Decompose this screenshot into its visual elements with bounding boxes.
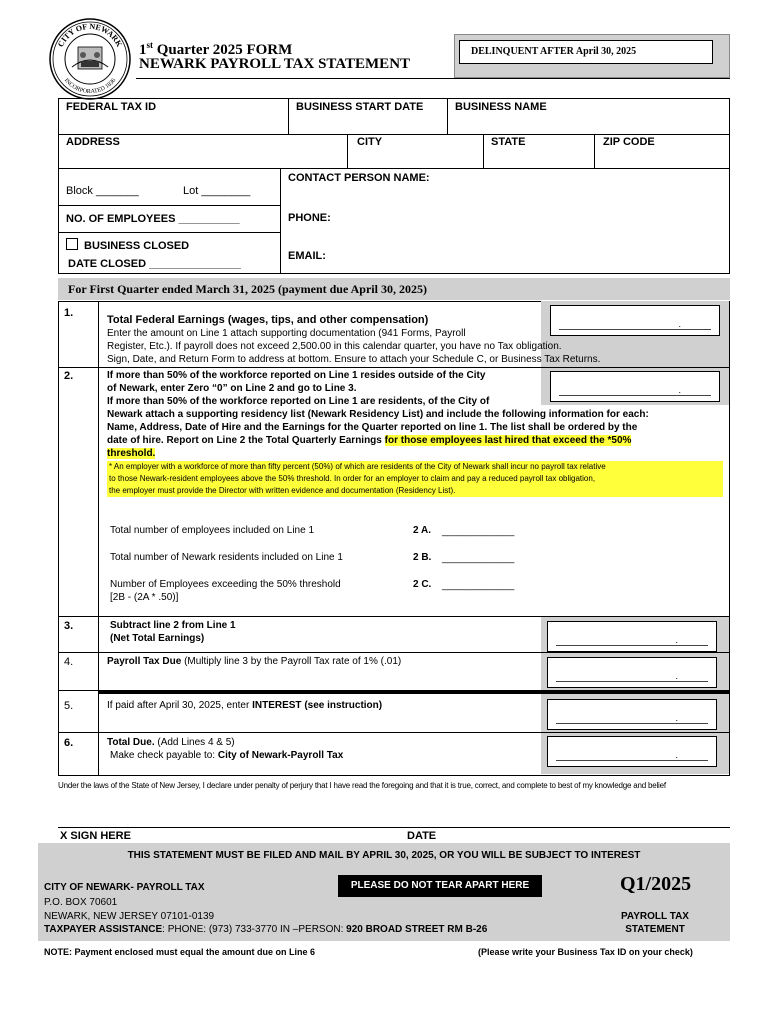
num-employees-field[interactable]: NO. OF EMPLOYEES __________	[66, 213, 240, 225]
state-field[interactable]: STATE	[491, 136, 526, 148]
lot-field[interactable]: Lot ________	[183, 185, 251, 197]
line-4-number: 4.	[64, 656, 74, 668]
delinquent-label: DELINQUENT AFTER	[471, 46, 574, 57]
business-closed-checkbox[interactable]	[66, 238, 78, 250]
zip-code-field[interactable]: ZIP CODE	[603, 136, 655, 148]
line-2c-input[interactable]: _____________	[442, 580, 515, 591]
line-3-text: (Net Total Earnings)	[110, 633, 205, 644]
line-2-amount[interactable]: .	[550, 371, 720, 402]
line-2-threshold: threshold.	[107, 448, 156, 459]
line-2-text: Name, Address, Date of Hire and the Earnings for the Quarter reported on line 1. The list shall be ordered by the	[107, 422, 638, 433]
quarter-bar: For First Quarter ended March 31, 2025 (payment due April 30, 2025)	[58, 278, 730, 300]
email-field[interactable]: EMAIL:	[288, 250, 326, 262]
line-3-number: 3.	[64, 620, 74, 632]
line-4-text: Payroll Tax Due (Multiply line 3 by the Payroll Tax rate of 1% (.01)	[107, 656, 402, 667]
write-tax-id-note: (Please write your Business Tax ID on your check)	[478, 947, 693, 957]
date-closed-field[interactable]: DATE CLOSED _______________	[68, 258, 241, 270]
city-seal-icon	[48, 17, 132, 101]
svg-text:CITY OF NEWARK: CITY OF NEWARK	[55, 21, 125, 49]
line-1-text: Enter the amount on Line 1 attach supporting documentation (941 Forms, Payroll	[107, 328, 466, 339]
line-2a-input[interactable]: _____________	[442, 526, 515, 537]
line-2-text: If more than 50% of the workforce reported on Line 1 are residents, of the City of	[107, 396, 490, 407]
line-5-text: If paid after April 30, 2025, enter INTEREST (see instruction)	[107, 700, 383, 711]
delinquent-date: April 30, 2025	[573, 46, 637, 57]
line-2a-label: Total number of employees included on Line 1	[110, 525, 315, 536]
line-2c-code: 2 C.	[413, 579, 432, 590]
business-closed-label: BUSINESS CLOSED	[84, 240, 190, 252]
business-start-date-field[interactable]: BUSINESS START DATE	[296, 101, 424, 113]
address-field[interactable]: ADDRESS	[66, 136, 120, 148]
business-name-field[interactable]: BUSINESS NAME	[455, 101, 547, 113]
line-4-amount[interactable]: .	[547, 657, 717, 688]
line-6-amount[interactable]: .	[547, 736, 717, 767]
line-6-payable: Make check payable to: City of Newark-Payroll Tax	[110, 750, 344, 761]
form-title: 1st Quarter 2025 FORM	[139, 40, 293, 58]
taxpayer-assistance: TAXPAYER ASSISTANCE: PHONE: (973) 733-3770 IN –PERSON: 920 BROAD STREET RM B-26	[44, 924, 488, 935]
line-1-amount[interactable]: .	[550, 305, 720, 336]
city-state-zip: NEWARK, NEW JERSEY 07101-0139	[44, 911, 215, 922]
line-1-title: Total Federal Earnings (wages, tips, and other compensation)	[107, 314, 429, 326]
quarter-code: Q1/2025	[620, 873, 692, 895]
line-3-amount[interactable]: .	[547, 621, 717, 652]
line-2b-label: Total number of Newark residents included on Line 1	[110, 552, 343, 563]
date-field[interactable]: DATE	[407, 830, 437, 842]
form-subtitle: NEWARK PAYROLL TAX STATEMENT	[139, 56, 411, 72]
line-2a-code: 2 A.	[413, 525, 431, 536]
svg-text:INCORPORATED 1836: INCORPORATED 1836	[62, 77, 118, 96]
line-3-text: Subtract line 2 from Line 1	[110, 620, 236, 631]
payment-note: NOTE: Payment enclosed must equal the amount due on Line 6	[44, 947, 316, 957]
line-2-text: of Newark, enter Zero “0” on Line 2 and go to Line 3.	[107, 383, 357, 394]
line-2-number: 2.	[64, 370, 74, 382]
tear-notice: PLEASE DO NOT TEAR APART HERE	[338, 875, 542, 897]
filing-notice: THIS STATEMENT MUST BE FILED AND MAIL BY APRIL 30, 2025, OR YOU WILL BE SUBJECT TO INTEREST	[127, 850, 641, 861]
line-1-text: Sign, Date, and Return Form to address at bottom. Ensure to attach your Schedule C, or Business Tax Returns.	[107, 354, 601, 365]
delinquent-banner	[454, 34, 730, 78]
line-1-text: Register, Etc.). If payroll does not exceed 2,500.00 in this calendar quarter, you have no Tax obligation.	[107, 341, 562, 352]
line-2c-label: Number of Employees exceeding the 50% threshold	[110, 579, 341, 590]
line-6-text: Total Due. (Add Lines 4 & 5)	[107, 737, 235, 748]
phone-field[interactable]: PHONE:	[288, 212, 331, 224]
contact-person-field[interactable]: CONTACT PERSON NAME:	[288, 172, 430, 184]
line-5-amount[interactable]: .	[547, 699, 717, 730]
line-6-number: 6.	[64, 737, 74, 749]
line-2b-code: 2 B.	[413, 552, 432, 563]
line-2-text: Newark attach a supporting residency list (Newark Residency List) and include the following information for each:	[107, 409, 649, 420]
line-2b-input[interactable]: _____________	[442, 553, 515, 564]
line-2-text: If more than 50% of the workforce reported on Line 1 resides outside of the City	[107, 370, 486, 381]
payroll-tax-label: PAYROLL TAX	[621, 911, 689, 922]
line-2-note: * An employer with a workforce of more than fifty percent (50%) of which are residents of the City of Newark shall incur no payroll tax relative to those Newark-resident employees above the 50% threshold. In order for an employer to claim and pay a reduced payroll tax obligation, the employer must provide the Director with written evidence and documentation (Residency List).	[107, 461, 723, 497]
city-field[interactable]: CITY	[357, 136, 383, 148]
po-box: P.O. BOX 70601	[44, 897, 118, 908]
city-payroll-tax: CITY OF NEWARK- PAYROLL TAX	[44, 882, 205, 893]
statement-label: STATEMENT	[625, 924, 685, 935]
sign-here-field[interactable]: X SIGN HERE	[60, 830, 131, 842]
declaration-text: Under the laws of the State of New Jersey, I declare under penalty of perjury that I have read the foregoing and that it is true, correct, and complete to best of my knowledge and belief	[58, 781, 666, 790]
city-seal	[48, 17, 132, 101]
federal-tax-id-field[interactable]: FEDERAL TAX ID	[66, 101, 157, 113]
line-2-text: date of hire. Report on Line 2 the Total Quarterly Earnings for those employees last hired that exceed the *50%	[107, 435, 632, 446]
line-5-number: 5.	[64, 700, 74, 712]
block-field[interactable]: Block _______	[66, 185, 139, 197]
line-1-number: 1.	[64, 307, 74, 319]
line-2c-formula: [2B - (2A * .50)]	[110, 592, 179, 603]
